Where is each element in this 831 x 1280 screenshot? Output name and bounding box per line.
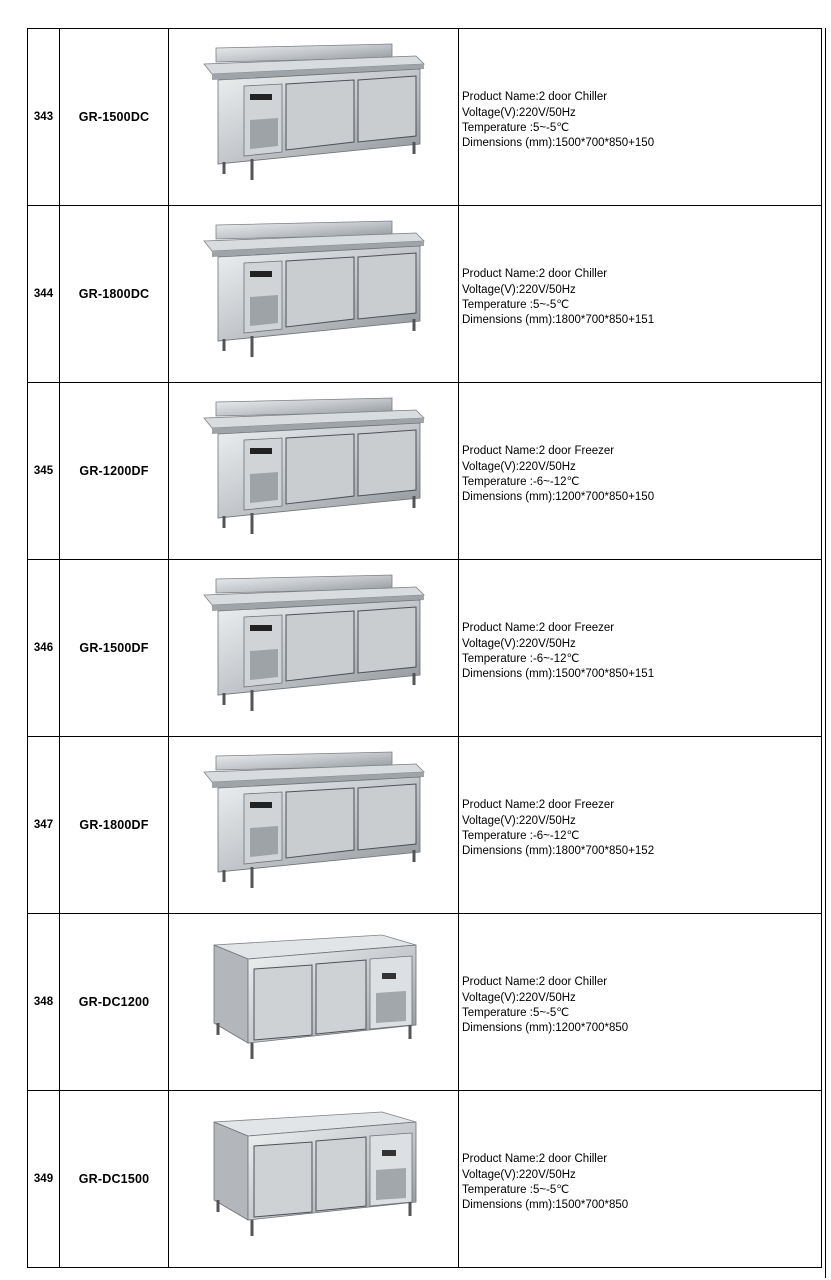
model-code: GR-1500DF bbox=[60, 560, 169, 737]
product-row bbox=[28, 560, 822, 737]
product-table bbox=[27, 28, 822, 1268]
product-name-line: Product Name:2 door Freezer bbox=[462, 445, 615, 458]
item-number: 345 bbox=[28, 383, 60, 560]
product-row bbox=[28, 206, 822, 383]
dimensions-line: Dimensions (mm):1200*700*850+150 bbox=[462, 491, 655, 504]
spec-cell bbox=[459, 737, 822, 914]
spec-cell bbox=[459, 914, 822, 1091]
product-name-line: Product Name:2 door Freezer bbox=[462, 799, 615, 812]
product-photo-cell bbox=[169, 1091, 459, 1268]
product-name-line: Product Name:2 door Chiller bbox=[462, 268, 608, 281]
spec-cell bbox=[459, 29, 822, 206]
voltage-line: Voltage(V):220V/50Hz bbox=[462, 991, 576, 1004]
dimensions-line: Dimensions (mm):1800*700*850+152 bbox=[462, 845, 655, 858]
product-photo-cell bbox=[169, 914, 459, 1091]
temperature-line: Temperature :5~-5℃ bbox=[462, 1007, 570, 1019]
dimensions-line: Dimensions (mm):1500*700*850 bbox=[462, 1199, 629, 1212]
product-row bbox=[28, 914, 822, 1091]
dimensions-line: Dimensions (mm):1500*700*850+150 bbox=[462, 137, 655, 150]
product-row bbox=[28, 737, 822, 914]
product-photo-cell bbox=[169, 29, 459, 206]
product-row bbox=[28, 29, 822, 206]
voltage-line: Voltage(V):220V/50Hz bbox=[462, 283, 576, 296]
counter-fridge-image bbox=[194, 396, 434, 546]
product-name-line: Product Name:2 door Chiller bbox=[462, 91, 608, 104]
voltage-line: Voltage(V):220V/50Hz bbox=[462, 1168, 576, 1181]
temperature-line: Temperature :-6~-12℃ bbox=[462, 476, 580, 488]
table-edge-line bbox=[825, 28, 826, 1278]
temperature-line: Temperature :-6~-12℃ bbox=[462, 830, 580, 842]
spec-cell bbox=[459, 206, 822, 383]
item-number: 347 bbox=[28, 737, 60, 914]
spec-cell bbox=[459, 560, 822, 737]
item-number: 344 bbox=[28, 206, 60, 383]
temperature-line: Temperature :5~-5℃ bbox=[462, 122, 570, 134]
product-name-line: Product Name:2 door Freezer bbox=[462, 622, 615, 635]
model-code: GR-DC1500 bbox=[60, 1091, 169, 1268]
counter-fridge-image bbox=[194, 219, 434, 369]
product-photo-cell bbox=[169, 383, 459, 560]
counter-fridge-image bbox=[194, 573, 434, 723]
model-code: GR-1500DC bbox=[60, 29, 169, 206]
voltage-line: Voltage(V):220V/50Hz bbox=[462, 637, 576, 650]
model-code: GR-DC1200 bbox=[60, 914, 169, 1091]
product-photo-cell bbox=[169, 737, 459, 914]
model-code: GR-1800DF bbox=[60, 737, 169, 914]
temperature-line: Temperature :-6~-12℃ bbox=[462, 653, 580, 665]
item-number: 343 bbox=[28, 29, 60, 206]
voltage-line: Voltage(V):220V/50Hz bbox=[462, 814, 576, 827]
product-row bbox=[28, 1091, 822, 1268]
counter-fridge-image bbox=[194, 1104, 434, 1254]
product-name-line: Product Name:2 door Chiller bbox=[462, 1153, 608, 1166]
voltage-line: Voltage(V):220V/50Hz bbox=[462, 106, 576, 119]
item-number: 346 bbox=[28, 560, 60, 737]
model-code: GR-1800DC bbox=[60, 206, 169, 383]
model-code: GR-1200DF bbox=[60, 383, 169, 560]
item-number: 349 bbox=[28, 1091, 60, 1268]
dimensions-line: Dimensions (mm):1500*700*850+151 bbox=[462, 668, 655, 681]
dimensions-line: Dimensions (mm):1200*700*850 bbox=[462, 1022, 629, 1035]
spec-cell bbox=[459, 1091, 822, 1268]
spec-cell bbox=[459, 383, 822, 560]
product-name-line: Product Name:2 door Chiller bbox=[462, 976, 608, 989]
temperature-line: Temperature :5~-5℃ bbox=[462, 299, 570, 311]
product-row bbox=[28, 383, 822, 560]
product-photo-cell bbox=[169, 206, 459, 383]
item-number: 348 bbox=[28, 914, 60, 1091]
counter-fridge-image bbox=[194, 927, 434, 1077]
voltage-line: Voltage(V):220V/50Hz bbox=[462, 460, 576, 473]
counter-fridge-image bbox=[194, 750, 434, 900]
temperature-line: Temperature :5~-5℃ bbox=[462, 1184, 570, 1196]
product-photo-cell bbox=[169, 560, 459, 737]
dimensions-line: Dimensions (mm):1800*700*850+151 bbox=[462, 314, 655, 327]
counter-fridge-image bbox=[194, 42, 434, 192]
